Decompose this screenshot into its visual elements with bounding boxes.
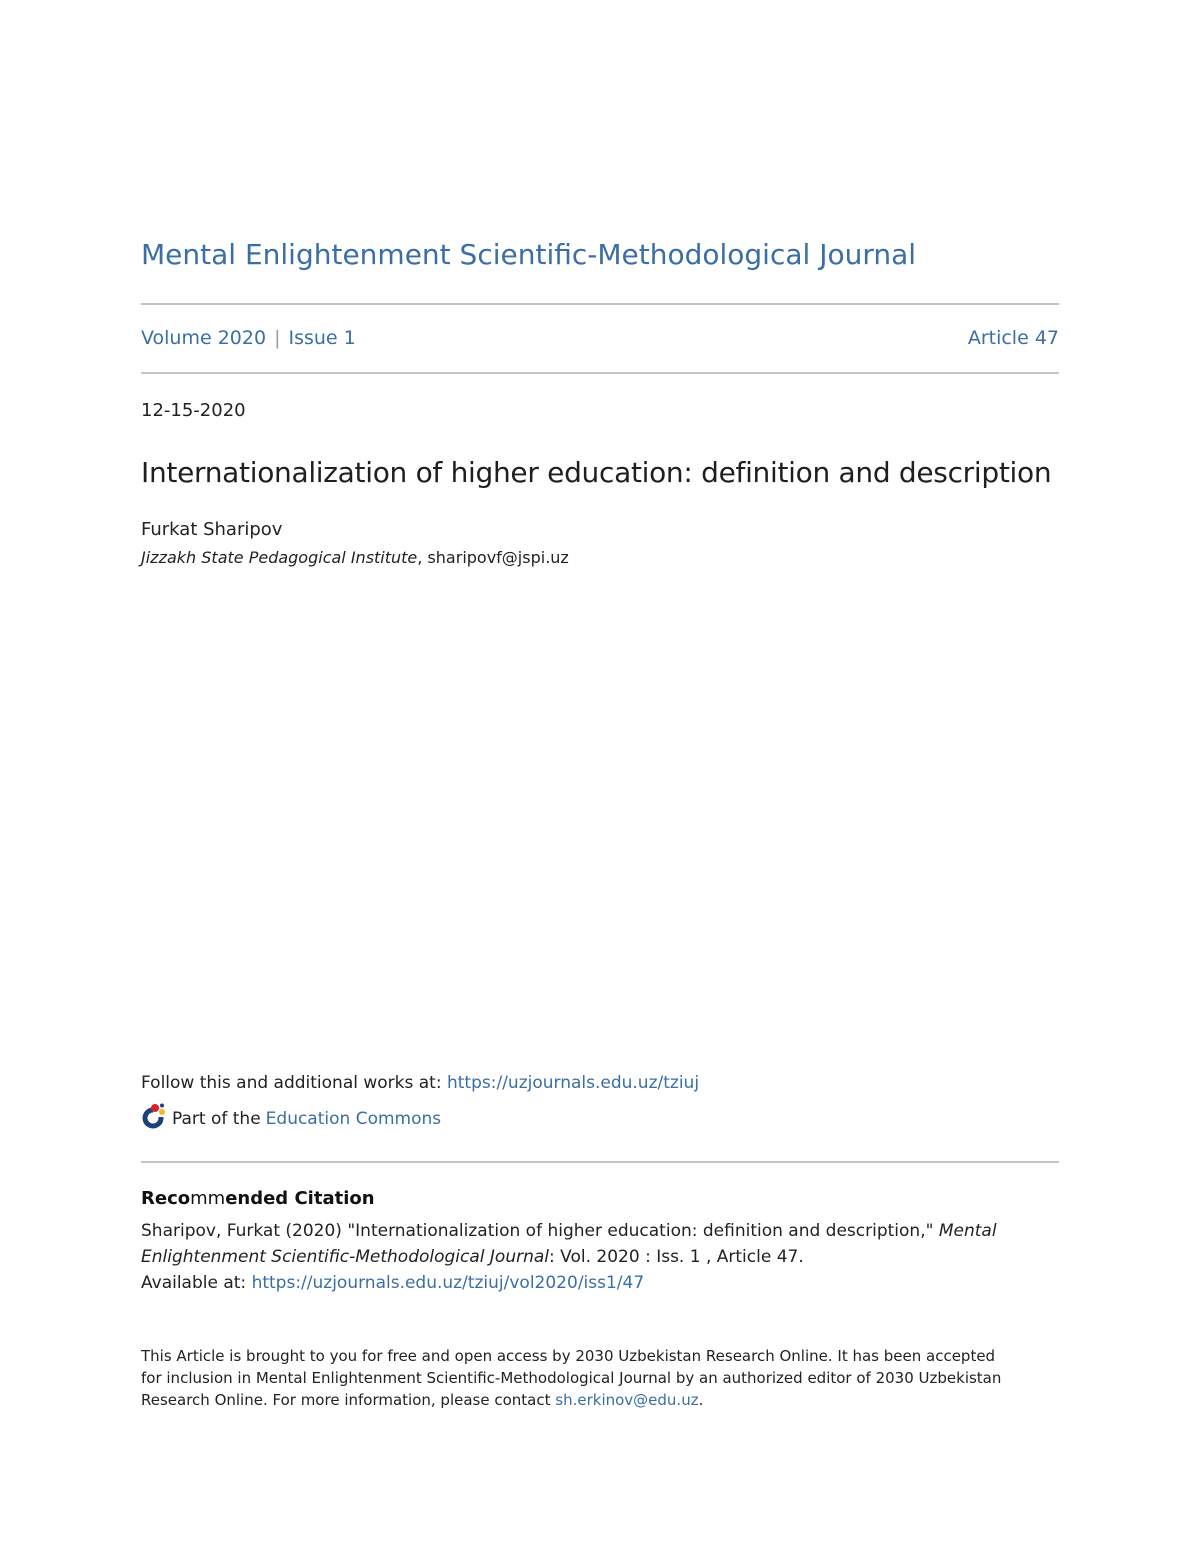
heading-part-2: mm bbox=[190, 1188, 226, 1209]
article-number-link[interactable]: Article 47 bbox=[967, 327, 1059, 349]
citation-line-1 bbox=[141, 1218, 997, 1244]
volume-link[interactable]: Volume 2020 bbox=[141, 327, 267, 349]
institution-name: Jizzakh State Pedagogical Institute bbox=[141, 548, 418, 567]
part-of-label: Part of the bbox=[172, 1109, 261, 1129]
education-commons-link[interactable]: Education Commons bbox=[265, 1109, 442, 1129]
citation-divider bbox=[141, 1161, 1059, 1163]
citation-text bbox=[141, 1218, 997, 1296]
notice-line-3 bbox=[141, 1389, 1001, 1411]
citation-journal-part-1: Mental bbox=[938, 1221, 997, 1241]
issue-link[interactable]: Issue 1 bbox=[288, 327, 356, 349]
article-url-link[interactable]: https://uzjournals.edu.uz/tziuj/vol2020/iss1/47 bbox=[251, 1273, 645, 1293]
email-prefix: , bbox=[417, 548, 428, 567]
author-email: sharipovf@jspi.uz bbox=[427, 548, 569, 567]
header-divider-top bbox=[141, 303, 1059, 305]
author-name: Furkat Sharipov bbox=[141, 519, 283, 540]
available-at-label: Available at: bbox=[141, 1273, 252, 1293]
heading-part-3: ended bbox=[225, 1188, 295, 1209]
notice-line-1: This Article is brought to you for free and open access by 2030 Uzbekistan Research Online. It has been accepted bbox=[141, 1347, 996, 1365]
citation-journal-part-2: Enlightenment Scientific-Methodological Journal bbox=[141, 1247, 550, 1267]
commons-network-icon bbox=[141, 1103, 167, 1129]
heading-part-4: Citation bbox=[294, 1188, 375, 1209]
issue-meta-row bbox=[141, 327, 1059, 349]
heading-part-1: Reco bbox=[141, 1188, 191, 1209]
citation-volume-info: : Vol. 2020 : Iss. 1 , Article 47. bbox=[549, 1247, 804, 1267]
part-of-line bbox=[141, 1106, 441, 1132]
notice-contact-label: Research Online. For more information, please contact bbox=[141, 1391, 556, 1409]
citation-line-3 bbox=[141, 1270, 997, 1296]
contact-email-link[interactable]: sh.erkinov@edu.uz bbox=[555, 1391, 699, 1409]
citation-line-2 bbox=[141, 1244, 997, 1270]
notice-line-2: for inclusion in Mental Enlightenment Scientific-Methodological Journal by an authorized editor of 2030 Uzbekistan bbox=[141, 1369, 1002, 1387]
citation-authors-title: Sharipov, Furkat (2020) "Internationalization of higher education: definition and description," bbox=[141, 1221, 939, 1241]
follow-line bbox=[141, 1073, 699, 1093]
meta-separator: | bbox=[274, 327, 281, 349]
follow-label: Follow this and additional works at: bbox=[141, 1073, 447, 1093]
publication-date: 12-15-2020 bbox=[141, 400, 246, 421]
recommended-citation-heading bbox=[141, 1188, 375, 1209]
journal-title[interactable]: Mental Enlightenment Scientific-Methodological Journal bbox=[141, 238, 917, 271]
follow-url-link[interactable]: https://uzjournals.edu.uz/tziuj bbox=[446, 1073, 700, 1093]
access-notice bbox=[141, 1345, 1001, 1411]
notice-period: . bbox=[698, 1391, 704, 1409]
article-title: Internationalization of higher education: definition and description bbox=[141, 456, 1052, 489]
author-affiliation bbox=[141, 548, 569, 567]
header-divider-bottom bbox=[141, 372, 1059, 374]
